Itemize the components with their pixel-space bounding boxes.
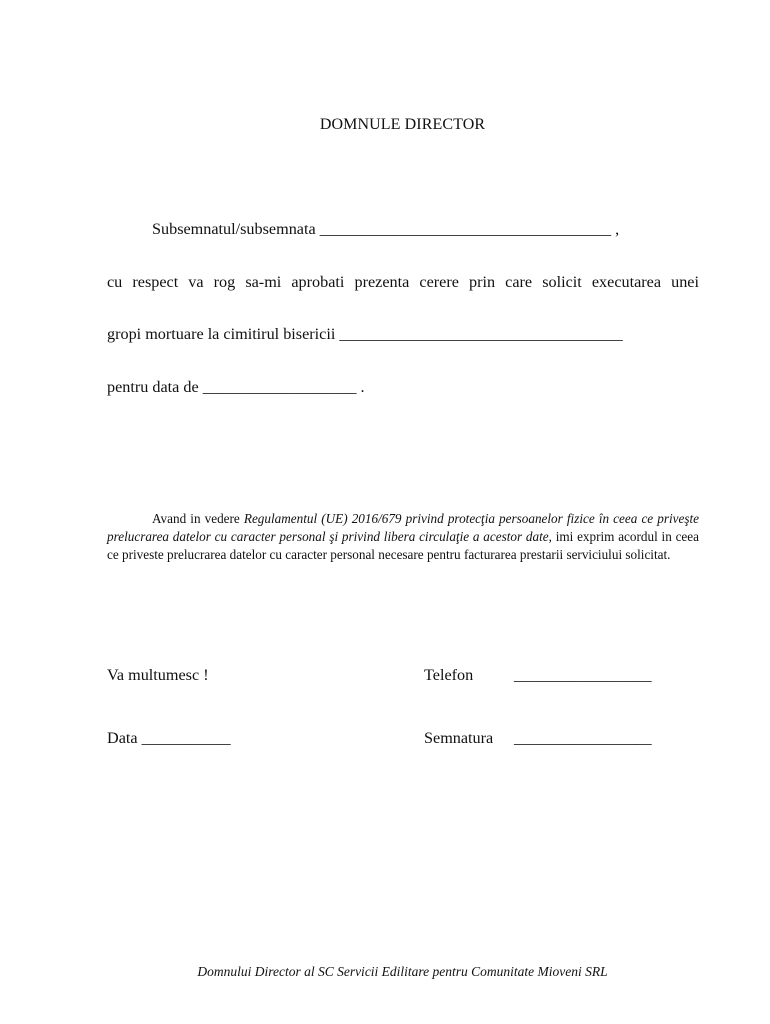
request-line-cemetery: gropi mortuare la cimitirul bisericii ___________________________________ — [107, 325, 623, 343]
addressee-footer: Domnului Director al SC Servicii Edilitare pentru Comunitate Mioveni SRL — [197, 964, 608, 979]
gdpr-intro: Avand in vedere — [152, 511, 244, 526]
document-heading: DOMNULE DIRECTOR — [319, 116, 486, 133]
signature-fill-line: _________________ — [514, 729, 652, 747]
date-field: Data ___________ — [107, 729, 231, 747]
request-line-name-text: Subsemnatul/subsemnata ____________________________________ , — [152, 220, 620, 238]
thanks-text: Va multumesc ! — [107, 666, 209, 684]
signature-label: Semnatura — [424, 729, 494, 747]
phone-label: Telefon — [424, 666, 474, 684]
gdpr-regulation-title: Regulamentul (UE) 2016/679 privind protecţia persoanelor fizice în ceea ce priveşte prelucrarea datelor cu caracter personal şi privind libera circulaţie a acestor date — [107, 511, 699, 544]
gdpr-rest: , imi exprim acordul in ceea ce priveste prelucrarea datelor cu caracter personal necesare pentru facturarea prestarii serviciului solicitat. — [107, 529, 699, 562]
phone-fill-line: _________________ — [514, 666, 652, 684]
request-line-date: pentru data de ___________________ . — [107, 378, 365, 396]
request-line-name — [107, 220, 699, 239]
gdpr-consent-paragraph — [107, 510, 699, 564]
request-line-approval: cu respect va rog sa-mi aprobati prezenta cerere prin care solicit executarea unei — [107, 273, 699, 291]
